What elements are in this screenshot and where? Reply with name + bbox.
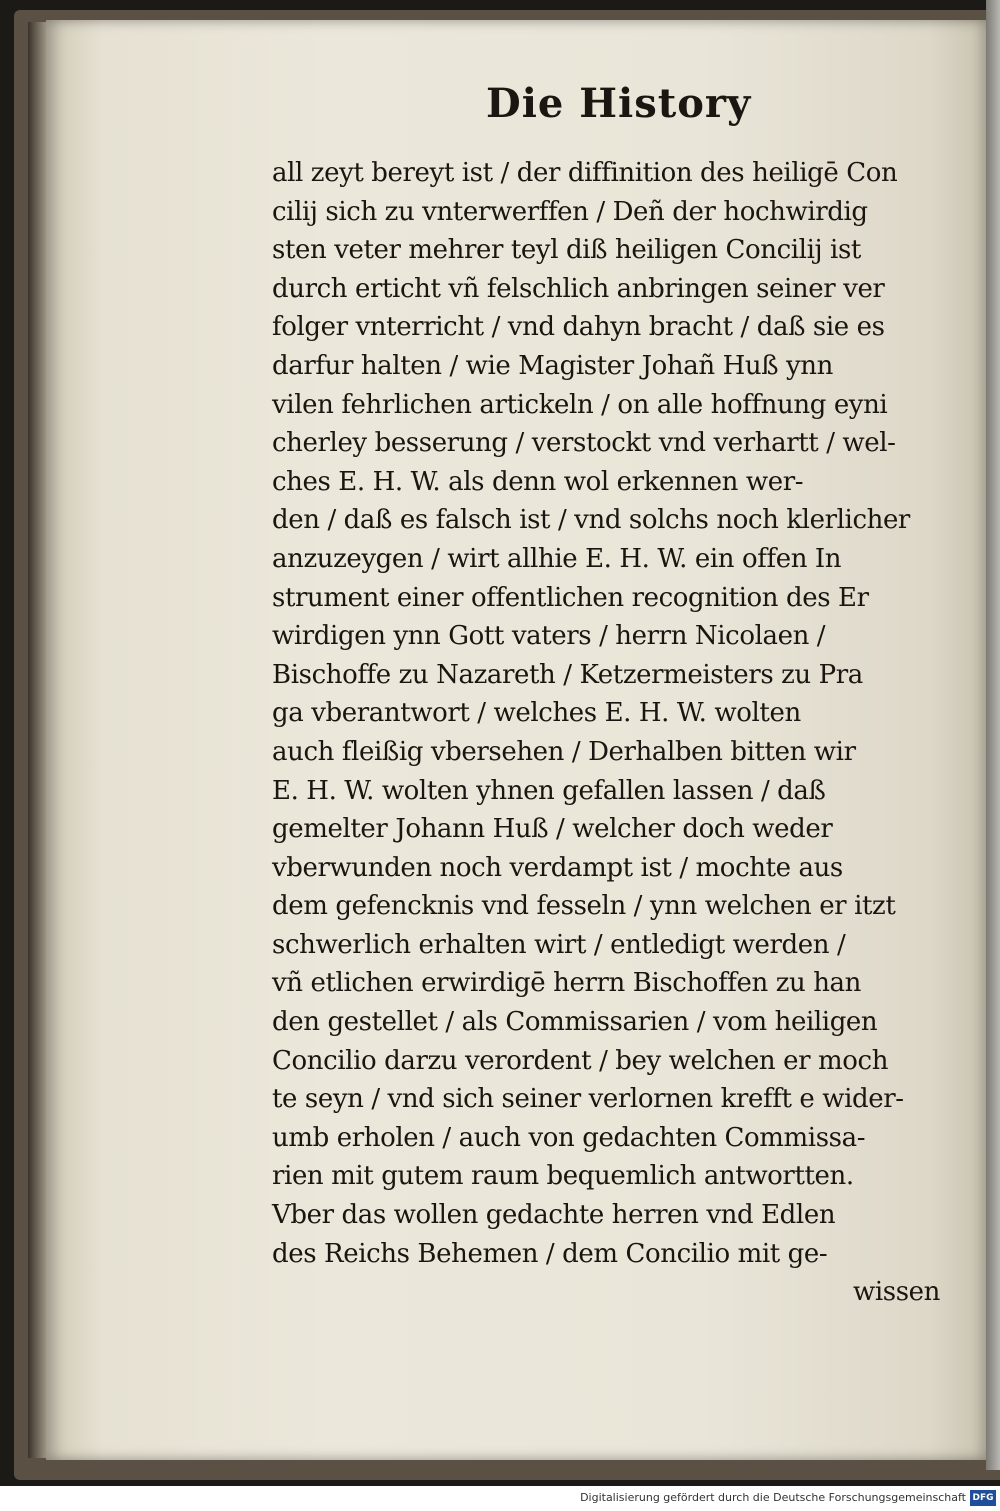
dfg-logo-icon: DFG bbox=[970, 1490, 996, 1506]
text-line: folger vnterricht / vnd dahyn bracht / daß sie es bbox=[272, 312, 885, 343]
text-line: auch fleißig vbersehen / Derhalben bitten wir bbox=[272, 736, 856, 767]
text-line: cherley besserung / verstockt vnd verhartt / wel- bbox=[272, 428, 896, 459]
catchword: wissen bbox=[853, 1277, 940, 1308]
text-line: E. H. W. wolten yhnen gefallen lassen / daß bbox=[272, 775, 826, 806]
text-line: Vber das wollen gedachte herren vnd Edlen bbox=[272, 1200, 836, 1231]
text-line: vñ etlichen erwirdigē herrn Bischoffen zu han bbox=[272, 968, 862, 999]
digitization-credit: Digitalisierung gefördert durch die Deutsche Forschungsgemeinschaft bbox=[580, 1491, 966, 1504]
text-line: ga vberantwort / welches E. H. W. wolten bbox=[272, 698, 801, 729]
text-line: Concilio darzu verordent / bey welchen er moch bbox=[272, 1045, 889, 1076]
text-line: des Reichs Behemen / dem Concilio mit ge- bbox=[272, 1238, 828, 1269]
text-line: anzuzeygen / wirt allhie E. H. W. ein offen In bbox=[272, 543, 842, 574]
text-line: te seyn / vnd sich seiner verlornen krefft e wider- bbox=[272, 1084, 904, 1115]
text-line: schwerlich erhalten wirt / entledigt werden / bbox=[272, 929, 846, 960]
text-line: all zeyt bereyt ist / der diffinition des heiligē Con bbox=[272, 158, 898, 188]
text-line: gemelter Johann Huß / welcher doch weder bbox=[272, 814, 833, 845]
text-line: durch erticht vñ felschlich anbringen seiner ver bbox=[272, 273, 885, 304]
text-line: ches E. H. W. als denn wol erkennen wer- bbox=[272, 466, 804, 497]
text-line: wirdigen ynn Gott vaters / herrn Nicolaen / bbox=[272, 621, 826, 652]
text-line: sten veter mehrer teyl diß heiligen Concilij ist bbox=[272, 235, 861, 266]
text-line: dem gefencknis vnd fesseln / ynn welchen er itzt bbox=[272, 891, 896, 922]
text-line: den gestellet / als Commissarien / vom heiligen bbox=[272, 1007, 878, 1038]
running-header: Die History bbox=[486, 80, 752, 127]
page-gutter-shadow bbox=[28, 22, 48, 1458]
page-text-block bbox=[272, 154, 972, 1312]
text-line: umb erholen / auch von gedachten Commissa- bbox=[272, 1122, 866, 1153]
text-line: darfur halten / wie Magister Johañ Huß ynn bbox=[272, 350, 834, 381]
text-line: vberwunden noch verdampt ist / mochte aus bbox=[272, 852, 843, 883]
text-line: cilij sich zu vnterwerffen / Deñ der hochwirdig bbox=[272, 196, 868, 227]
text-line: Bischoffe zu Nazareth / Ketzermeisters zu Pra bbox=[272, 659, 863, 690]
right-margin-strip bbox=[986, 0, 1000, 1470]
text-line: vilen fehrlichen artickeln / on alle hoffnung eyni bbox=[272, 389, 888, 420]
text-line: den / daß es falsch ist / vnd solchs noch klerlicher bbox=[272, 505, 910, 536]
text-line: rien mit gutem raum bequemlich antwortten. bbox=[272, 1161, 854, 1192]
text-line: strument einer offentlichen recognition des Er bbox=[272, 582, 869, 613]
